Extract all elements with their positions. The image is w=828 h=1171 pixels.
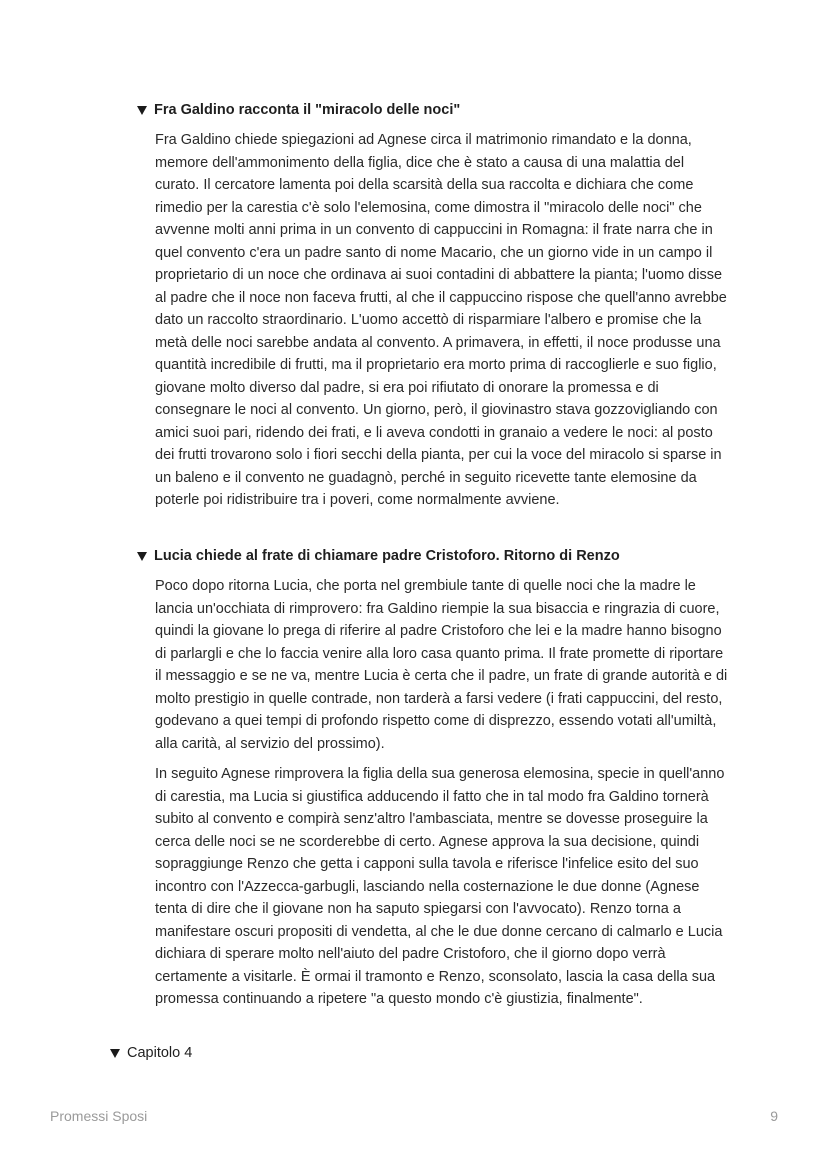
triangle-down-icon[interactable]: [137, 552, 147, 561]
section-heading: Fra Galdino racconta il "miracolo delle noci": [154, 102, 461, 118]
page-number: 9: [770, 1108, 778, 1124]
section-heading: Lucia chiede al frate di chiamare padre Cristoforo. Ritorno di Renzo: [154, 548, 620, 564]
chapter-toggle-label: Capitolo 4: [127, 1045, 193, 1061]
toggle-chapter-4[interactable]: [110, 1043, 192, 1063]
footer-title: Promessi Sposi: [50, 1108, 148, 1124]
toggle-section-lucia-renzo: [137, 546, 737, 1011]
toggle-section-miracolo-noci: [137, 100, 737, 512]
triangle-down-icon[interactable]: [137, 106, 147, 115]
paragraph: In seguito Agnese rimprovera la figlia della sua generosa elemosina, specie in quell'anno di carestia, ma Lucia si giustifica adducendo il fatto che in tal modo fra Galdino tornerà subito al convento e compirà senz'altro l'ambasciata, mentre se dovesse proseguire la cerca delle noci se ne scorderebbe di certo. Agnese approva la sua decisione, quindi sopraggiunge Renzo che getta i capponi sulla tavola e riferisce l'infelice esito del suo incontro con l'Azzecca-garbugli, lasciando nella costernazione le due donne (Agnese tenta di dire che il giovane non ha saputo spiegarsi con l'avvocato). Renzo torna a manifestare oscuri propositi di vendetta, al che le due donne cercano di calmarlo e Lucia dichiara di sperare molto nell'aiuto del padre Cristoforo, che il giorno dopo verrà certamente a visitarle. È ormai il tramonto e Renzo, sconsolato, lascia la casa della sua promessa continuando a ripetere "a questo mondo c'è giustizia, finalmente".: [155, 766, 725, 1007]
triangle-down-icon[interactable]: [110, 1049, 120, 1058]
toggle-heading-miracolo-noci[interactable]: [137, 100, 737, 120]
paragraph: Poco dopo ritorna Lucia, che porta nel grembiule tante di quelle noci che la madre le lancia un'occhiata di rimprovero: fra Galdino riempie la sua bisaccia e ringrazia di cuore, quindi la giovane lo prega di riferire al padre Cristoforo che lei e la madre hanno bisogno di parlargli e che lo faccia venire alla loro casa quanto prima. Il frate promette di riportare il messaggio e se ne va, mentre Lucia è certa che il padre, un frate di grande autorità e di molto prestigio in quelle contrade, non tarderà a farsi vedere (i frati cappuccini, del resto, godevano a quei tempi di profondo rispetto come di disprezzo, essendo votati all'umiltà, alla carità, al servizio del prossimo).: [155, 578, 728, 752]
toggle-heading-lucia-renzo[interactable]: [137, 546, 737, 566]
paragraph: Fra Galdino chiede spiegazioni ad Agnese circa il matrimonio rimandato e la donna, memore dell'ammonimento della figlia, dice che è stato a causa di una malattia del curato. Il cercatore lamenta poi della scarsità della sua raccolta e dichiara che come rimedio per la carestia c'è solo l'elemosina, come dimostra il "miracolo delle noci" che avvenne molti anni prima in un convento di cappuccini in Romagna: il frate narra che in quel convento c'era un padre santo di nome Macario, che un giorno vide in un campo il proprietario di un noce che ordinava ai suoi contadini di abbattere la pianta; l'uomo disse al padre che il noce non faceva frutti, al che il cappuccino rispose che quell'anno avrebbe dato un raccolto straordinario. L'uomo accettò di risparmiare l'albero e promise che la metà delle noci sarebbe andata al convento. A primavera, in effetti, il noce produsse una quantità incredibile di frutti, ma il proprietario era morto prima di raccoglierle e suo figlio, giovane molto diverso dal padre, si era poi rifiutato di onorare la promessa e di consegnare le noci al convento. Un giorno, però, il giovinastro stava gozzovigliando con amici suoi pari, ridendo dei frati, e li aveva condotti in granaio a vedere le noci: al posto dei frutti trovarono solo i fiori secchi della pianta, per cui la voce del miracolo si sparse in un baleno e il convento ne guadagnò, perché in seguito ricevette tante elemosine da poterle poi ridistribuire tra i poveri, come normalmente avviene.: [155, 132, 727, 508]
